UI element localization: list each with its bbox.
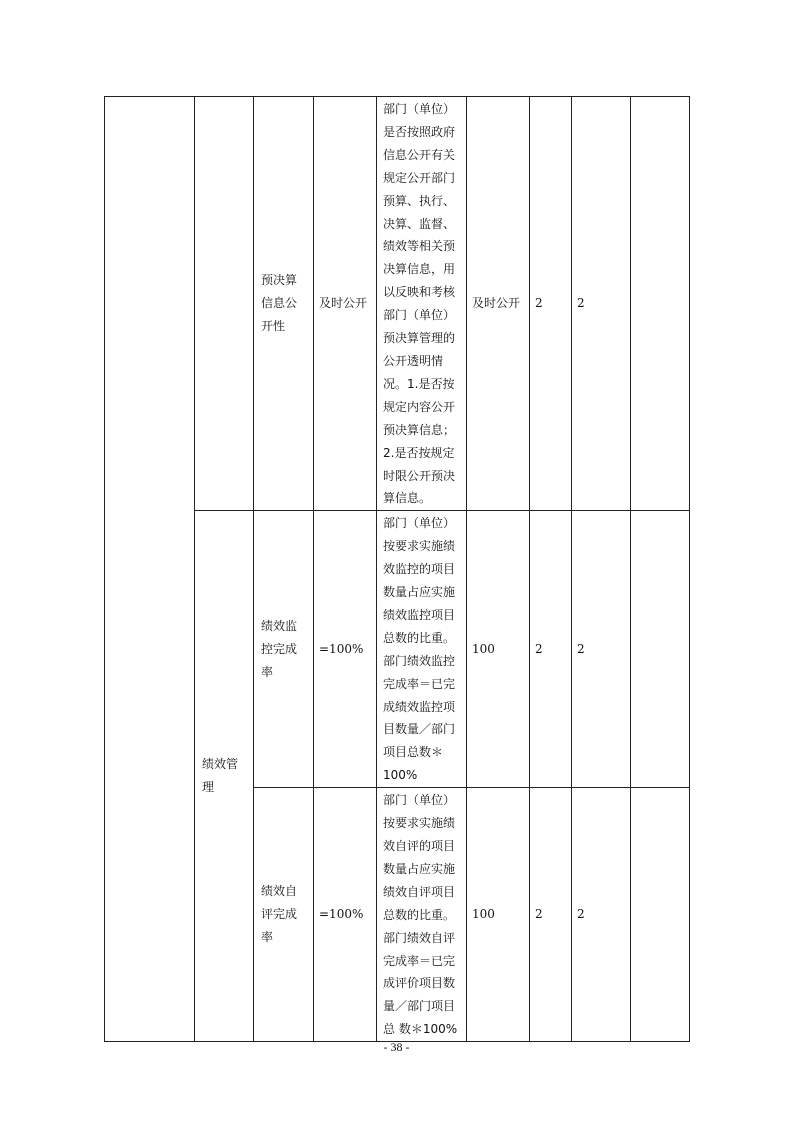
weight-value: 2 <box>535 907 543 922</box>
page-number: - 38 - <box>383 1040 410 1054</box>
weight-cell <box>530 97 572 511</box>
indicator-l3-label: 绩效监 控完成 率 <box>261 618 298 679</box>
actual-value: 100 <box>472 641 495 656</box>
indicator-l2-cell <box>195 511 254 1042</box>
indicator-l2-label: 绩效管 理 <box>202 757 239 795</box>
score-value: 2 <box>577 907 585 922</box>
score-value: 2 <box>577 296 585 311</box>
weight-value: 2 <box>535 641 543 656</box>
actual-cell <box>467 97 530 511</box>
indicator-l3-cell <box>254 97 314 511</box>
table-row <box>105 97 690 511</box>
target-value: =100% <box>319 907 364 922</box>
weight-value: 2 <box>535 296 543 311</box>
description-cell <box>377 97 467 511</box>
description-cell <box>377 511 467 788</box>
actual-value: 及时公开 <box>472 296 521 311</box>
indicator-l1-cell <box>105 97 195 1042</box>
evaluation-table <box>104 96 690 1042</box>
indicator-l3-label: 预决算 信息公 开性 <box>261 273 298 334</box>
indicator-l3-cell <box>254 511 314 788</box>
score-cell <box>572 97 631 511</box>
target-value: 及时公开 <box>319 296 368 311</box>
actual-cell <box>467 788 530 1042</box>
description-text: 部门（单位） 是否按照政府 信息公开有关 规定公开部门 预算、执行、 决算、监督、 绩效等相关预 决算信息，用 以反映和考核 部门（单位） 预决算管理的 公开透明情 况。1.是否按 规定内容公开 预决算信息； 2.是否按规定 时限公开预决 算信息。 <box>383 102 456 506</box>
target-cell <box>314 97 377 511</box>
target-value: =100% <box>319 641 364 656</box>
weight-cell <box>530 511 572 788</box>
indicator-l3-cell <box>254 788 314 1042</box>
remark-cell <box>631 788 690 1042</box>
target-cell <box>314 511 377 788</box>
description-text: 部门（单位） 按要求实施绩 效自评的项目 数量占应实施 绩效自评项目 总数的比重。 部门绩效自评 完成率＝已完 成评价项目数 量／部门项目 总 数＊100% <box>383 793 458 1037</box>
target-cell <box>314 788 377 1042</box>
score-cell <box>572 788 631 1042</box>
description-text: 部门（单位） 按要求实施绩 效监控的项目 数量占应实施 绩效监控项目 总数的比重。 部门绩效监控 完成率＝已完 成绩效监控项 目数量／部门 项目总数＊ 100% <box>383 516 456 783</box>
score-value: 2 <box>577 641 585 656</box>
indicator-l2-cell <box>195 97 254 511</box>
score-cell <box>572 511 631 788</box>
description-cell <box>377 788 467 1042</box>
actual-cell <box>467 511 530 788</box>
weight-cell <box>530 788 572 1042</box>
indicator-l3-label: 绩效自 评完成 率 <box>261 884 298 945</box>
actual-value: 100 <box>472 907 495 922</box>
remark-cell <box>631 97 690 511</box>
remark-cell <box>631 511 690 788</box>
